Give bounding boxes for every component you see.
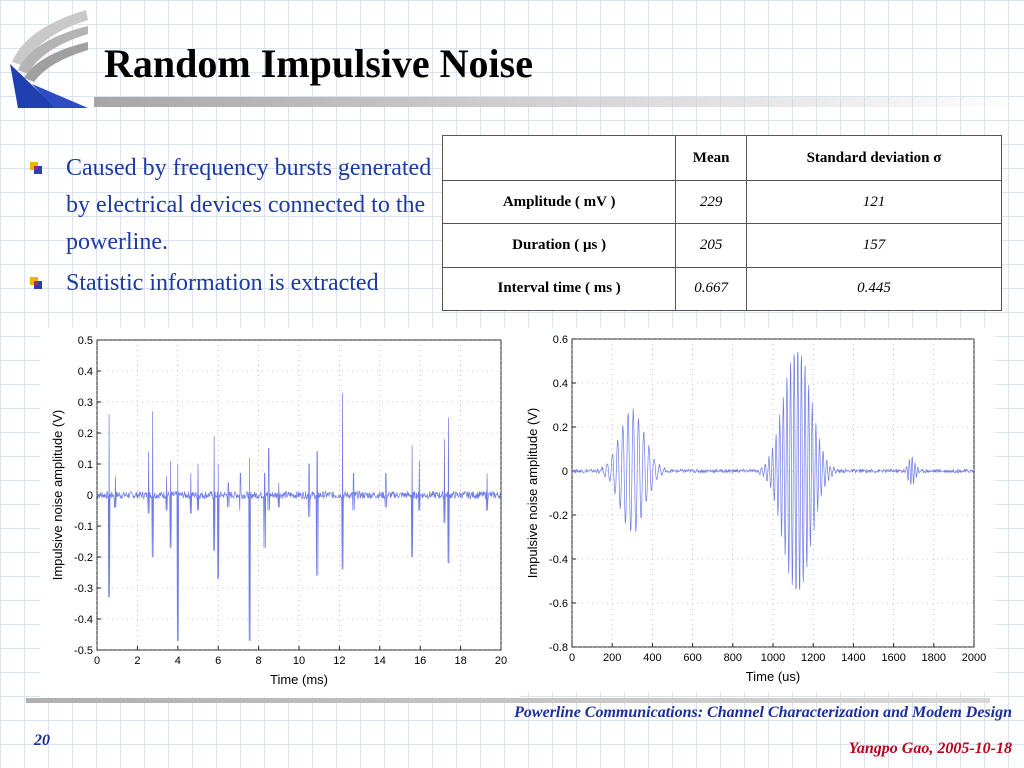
mean-value: 229 — [676, 181, 747, 224]
x-tick-label: 1200 — [800, 652, 826, 664]
y-tick-label: 0.2 — [552, 422, 568, 434]
y-tick-label: -0.2 — [549, 510, 568, 522]
table-header-cell: Standard deviation σ — [746, 136, 1001, 181]
x-axis-label: Time (us) — [745, 669, 801, 684]
y-tick-label: 0.5 — [77, 335, 93, 347]
table-row — [443, 181, 1002, 224]
bullet-item — [28, 265, 438, 302]
x-tick-label: 18 — [454, 655, 467, 667]
y-tick-label: -0.6 — [549, 598, 568, 610]
y-tick-label: 0 — [561, 466, 568, 478]
university-logo-icon — [8, 4, 92, 108]
x-tick-label: 6 — [215, 655, 222, 667]
x-tick-label: 14 — [373, 655, 386, 667]
footer-author-date: Yangpo Gao, 2005-10-18 — [848, 740, 1012, 757]
bullet-item — [28, 150, 438, 261]
y-axis-label: Impulsive noise amplitude (V) — [50, 409, 65, 581]
x-tick-label: 2000 — [961, 652, 987, 664]
x-tick-label: 800 — [723, 652, 742, 664]
x-tick-label: 16 — [414, 655, 427, 667]
table-header-cell — [443, 136, 676, 181]
chart-background — [515, 327, 995, 692]
row-label: Interval time ( ms ) — [443, 267, 676, 310]
bullet-text: Caused by frequency bursts generated by electrical devices connected to the powerline. — [66, 155, 432, 255]
row-label: Duration ( μs ) — [443, 224, 676, 267]
table-row — [443, 267, 1002, 310]
y-tick-label: -0.8 — [549, 642, 568, 654]
row-label: Amplitude ( mV ) — [443, 181, 676, 224]
x-tick-label: 1600 — [881, 652, 906, 664]
x-tick-label: 12 — [333, 655, 346, 667]
impulse-noise-chart-ms — [40, 327, 520, 697]
x-tick-label: 8 — [255, 655, 262, 667]
y-tick-label: -0.1 — [74, 521, 93, 533]
bullet-marker-icon — [28, 160, 44, 176]
y-tick-label: -0.2 — [74, 552, 93, 564]
x-tick-label: 600 — [683, 652, 702, 664]
y-tick-label: 0.1 — [77, 459, 93, 471]
mean-value: 0.667 — [676, 267, 747, 310]
y-tick-label: 0.3 — [77, 397, 93, 409]
y-tick-label: -0.3 — [74, 583, 93, 595]
statistics-table — [442, 135, 1002, 311]
y-tick-label: -0.5 — [74, 645, 93, 657]
title-divider — [94, 97, 1024, 107]
slide-title: Random Impulsive Noise — [104, 41, 533, 86]
y-axis-label: Impulsive noise amplitude (V) — [525, 407, 540, 579]
x-axis-label: Time (ms) — [269, 672, 329, 687]
table-header-cell: Mean — [676, 136, 747, 181]
x-tick-label: 10 — [292, 655, 306, 667]
std-value: 157 — [746, 224, 1001, 267]
table-header-row — [443, 136, 1002, 181]
page-number: 20 — [34, 732, 50, 749]
x-tick-label: 1400 — [841, 652, 866, 664]
x-tick-label: 200 — [603, 652, 622, 664]
y-tick-label: -0.4 — [74, 614, 93, 626]
x-tick-label: 20 — [494, 655, 508, 667]
std-value: 121 — [746, 181, 1001, 224]
x-tick-label: 0 — [93, 655, 101, 667]
y-tick-label: 0.4 — [77, 366, 93, 378]
mean-value: 205 — [676, 224, 747, 267]
y-tick-label: 0.4 — [552, 378, 568, 390]
y-tick-label: 0.6 — [552, 334, 568, 346]
y-tick-label: -0.4 — [549, 554, 568, 566]
footer-course-title: Powerline Communications: Channel Characterization and Modem Design — [514, 704, 1012, 721]
bullet-text: Statistic information is extracted — [66, 270, 379, 296]
std-value: 0.445 — [746, 267, 1001, 310]
x-tick-label: 1800 — [921, 652, 947, 664]
table-row — [443, 224, 1002, 267]
x-tick-label: 2 — [134, 655, 141, 667]
bullet-marker-icon — [28, 275, 44, 291]
x-tick-label: 0 — [568, 652, 576, 664]
x-tick-label: 400 — [643, 652, 662, 664]
impulse-noise-chart-us — [515, 327, 995, 692]
x-tick-label: 1000 — [760, 652, 786, 664]
x-tick-label: 4 — [174, 655, 181, 667]
y-tick-label: 0 — [86, 490, 93, 502]
bullet-list — [28, 150, 438, 306]
footer-divider — [26, 698, 990, 703]
y-tick-label: 0.2 — [77, 428, 93, 440]
